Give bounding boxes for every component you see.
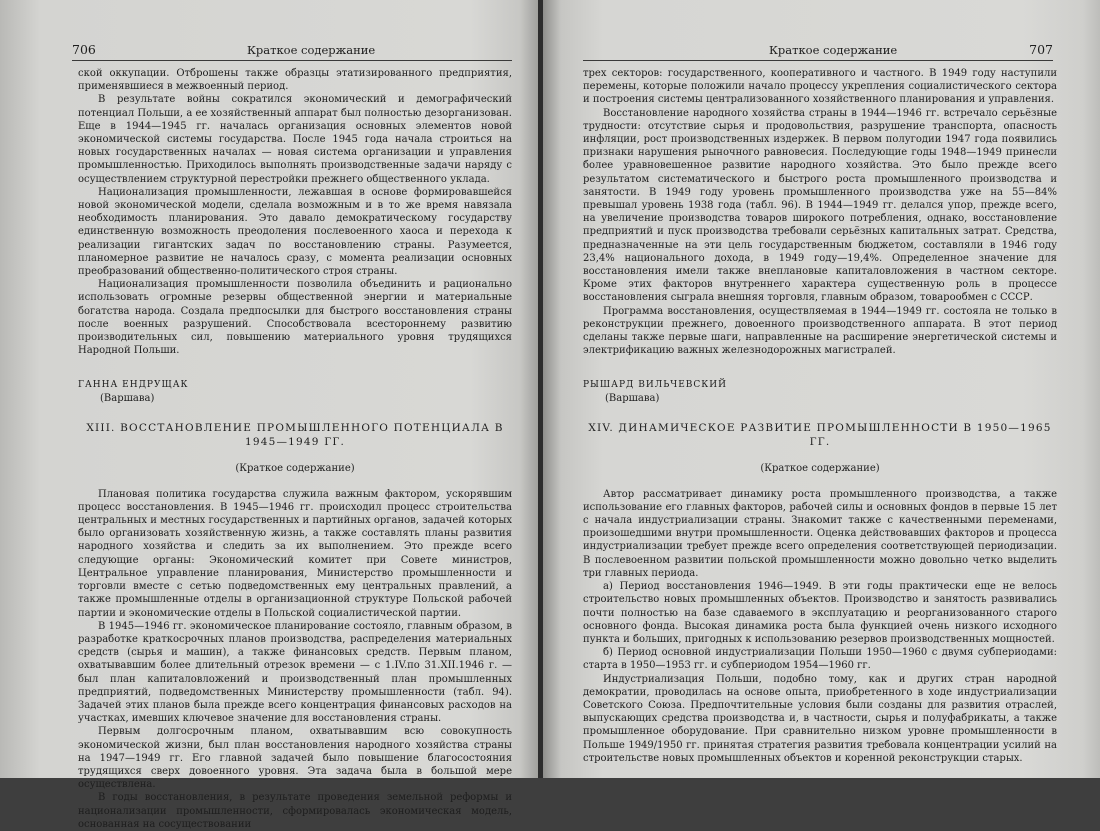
paragraph: а) Период восстановления 1946—1949. В эти годы практически еще не велось строительство новых промышленных объектов. Производство и занятость развивались почти полностью на базе сдаваемого в эксплуатацию и реорганизованного старого основного фонда. Высокая динамика роста была функцией очень низкого исходного пункта и больших, пригодных к использованию резервов производственных мощностей. <box>583 581 1057 645</box>
right-header-rule <box>583 60 1053 61</box>
right-page <box>543 0 1100 778</box>
article-heading: XIV. ДИНАМИЧЕСКОЕ РАЗВИТИЕ ПРОМЫШЛЕННОСТИ В 1950—1965 ГГ. <box>588 422 1052 449</box>
author-city: (Варшава) <box>605 393 660 405</box>
left-page-number: 706 <box>72 42 96 57</box>
right-page-number: 707 <box>1029 42 1053 57</box>
right-page-body <box>583 67 1057 765</box>
article-author: ГАННА ЕНДРУЩАК <box>78 380 189 391</box>
paragraph: Первым долгосрочным планом, охватывавшим всю совокупность экономической жизни, был план восстановления народного хозяйства страны на 1947—1949 гг. Его главной задачей было повышение благосостояния трудящихся сверх довоенного уровня. Эта задача была в большой мере осуществлена. <box>78 726 512 791</box>
article-subheading: (Краткое содержание) <box>760 463 880 475</box>
paragraph: В годы восстановления, в результате проведения земельной реформы и национализации промышленности, сформировалась экономическая модель, основанная на сосуществовании <box>78 792 512 830</box>
paragraph: Восстановление народного хозяйства страны в 1944—1946 гг. встречало серьёзные трудности: отсутствие сырья и продовольствия, разрушение транспорта, опасность инфляции, рост производственных издержек. В первом полугодии 1947 года появились признаки нарушения рыночного равновесия. Последующие годы 1948—1949 принесли более уравновешенное развитие народного хозяйства. Это было прежде всего результатом систематического и быстрого роста промышленного производства и занятости. В 1949 году уровень промышленного производства уже на 55—84% превышал уровень 1938 года (табл. 96). В 1944—1949 гг. делался упор, прежде всего, на увеличение производства товаров широкого потребления, однако, восстановление предприятий и пуск производства требовали серьёзных капитальных затрат. Средства, предназначенные на эти цель государственным бюджетом, составляли в 1946 году 23,4% национального дохода, в 1949 году—19,4%. Определенное значение для восстановления имели также внеплановые капиталовложения в частном секторе. Кроме этих факторов внутреннего характера существенную роль в процессе восстановления сыграла внешняя торговля, главным образом, товарообмен с СССР. <box>583 107 1057 304</box>
paragraph: В 1945—1946 гг. экономическое планирование состояло, главным образом, в разработке краткосрочных планов производства, распределения материальных средств (сырья и машин), а также финансовых средств. Первым планом, охватывавшим более длительный отрезок времени — с 1.IV.по 31.XII.1946 г. — был план капиталовложений и производственный план промышленных предприятий, подведомственных Министерству промышленности (табл. 94). Задачей этих планов была прежде всего концентрация финансовых расходов на участках, имевших ключевое значение для восстановления страны. <box>78 620 512 725</box>
left-header-rule <box>72 60 512 61</box>
left-page <box>0 0 540 830</box>
article-author: РЫШАРД ВИЛЬЧЕВСКИЙ <box>583 380 727 391</box>
article-heading: XIII. ВОССТАНОВЛЕНИЕ ПРОМЫШЛЕННОГО ПОТЕНЦИАЛА В 1945—1949 ГГ. <box>86 422 504 449</box>
paragraph: В результате войны сократился экономический и демографический потенциал Польши, а ее хозяйственный аппарат был полностью дезорганизован. Еще в 1944—1945 гг. началась организация основных элементов новой экономической системы государства. После 1945 года начала строиться на новых государственных началах — новая система организации и управления промышленностью. Приходилось выполнять производственные задачи наряду с осуществлением структурной перестройки прежнего общественного уклада. <box>78 94 512 185</box>
article-subheading: (Краткое содержание) <box>235 463 355 475</box>
paragraph: Автор рассматривает динамику роста промышленного производства, а также использование его главных факторов, рабочей силы и основных фондов в первые 15 лет с начала индустриализации страны. Знакомит также с качественными переменами, произошедшими внутри промышленности. Оценка действовавших факторов и процесса индустриализации требует прежде всего определения соответствующей периодизации. В послевоенном развитии польской промышленности можно довольно четко выделить три главных периода. <box>583 488 1057 579</box>
paragraph: Программа восстановления, осуществляемая в 1944—1949 гг. состояла не только в реконструкции прежнего, довоенного производственного аппарата. В этот период сделаны также первые шаги, направленные на расширение энергетической системы и электрификацию важных железнодорожных магистралей. <box>583 305 1057 357</box>
author-city: (Варшава) <box>100 393 155 405</box>
paragraph: Национализация промышленности, лежавшая в основе формировавшейся новой экономической модели, сделала возможным и в то же время навязала необходимость планирования. Это давало демократическому государству единственную возможность преодоления послевоенного хаоса и перехода к реализации гигантских задач по восстановлению страны. Разумеется, планомерное развитие не началось сразу, с момента реализации основных преобразований общественно-политического строя страны. <box>78 186 512 278</box>
paragraph: ской оккупации. Отброшены также образцы этатизированного предприятия, применявшиеся в межвоенный период. <box>78 68 512 93</box>
paragraph: Национализация промышленности позволила объединить и рационально использовать огромные резервы общественной энергии и материальные богатства народа. Создала предпосылки для быстрого восстановления страны после военных разрушений. Способствовала всестороннему развитию производительных сил, повышению материального уровня трудящихся Народной Польши. <box>78 279 512 357</box>
right-page-header <box>583 42 1053 58</box>
paragraph: Плановая политика государства служила важным фактором, ускорявшим процесс восстановления. В 1945—1946 гг. происходил процесс строительства центральных и местных государственных и партийных органов, задачей которых было организовать хозяйственную жизнь, а также составлять планы развития народного хозяйства и следить за их выполнением. Это прежде всего следующие органы: Экономический комитет при Совете министров, Центральное управление планирования, Министерство промышленности и торговли вместе с сетью подведомственных ему центральных правлений, а также промышленные отделы в организационной структуре Польской рабочей партии и экономические отделы в Польской социалистической партии. <box>78 488 512 619</box>
left-running-title: Краткое содержание <box>247 43 376 57</box>
paragraph: б) Период основной индустриализации Польши 1950—1960 с двумя субпериодами: старта в 1950—1953 гг. и субпериодом 1954—1960 гг. <box>583 647 1057 672</box>
right-running-title: Краткое содержание <box>769 43 898 57</box>
left-page-body <box>78 67 512 831</box>
paragraph: Индустриализация Польши, подобно тому, как и других стран народной демократии, проводилась на основе опыта, приобретенного в ходе индустриализации Советского Союза. Предпочтительные условия были созданы для развития отраслей, выпускающих средства производства и, в частности, сырья и полуфабрикаты, а также промышленное оборудование. При сравнительно низком уровне промышленности в Польше 1949/1950 гг. принятая стратегия развития требовала концентрации усилий на строительстве новых промышленных объектов и коренной реконструкции старых. <box>583 673 1057 764</box>
left-page-header <box>72 42 512 58</box>
paragraph: трех секторов: государственного, кооперативного и частного. В 1949 году наступили перемены, которые положили начало процессу укрепления социалистического сектора и построения системы централизованного хозяйственного планирования и управления. <box>583 68 1057 106</box>
